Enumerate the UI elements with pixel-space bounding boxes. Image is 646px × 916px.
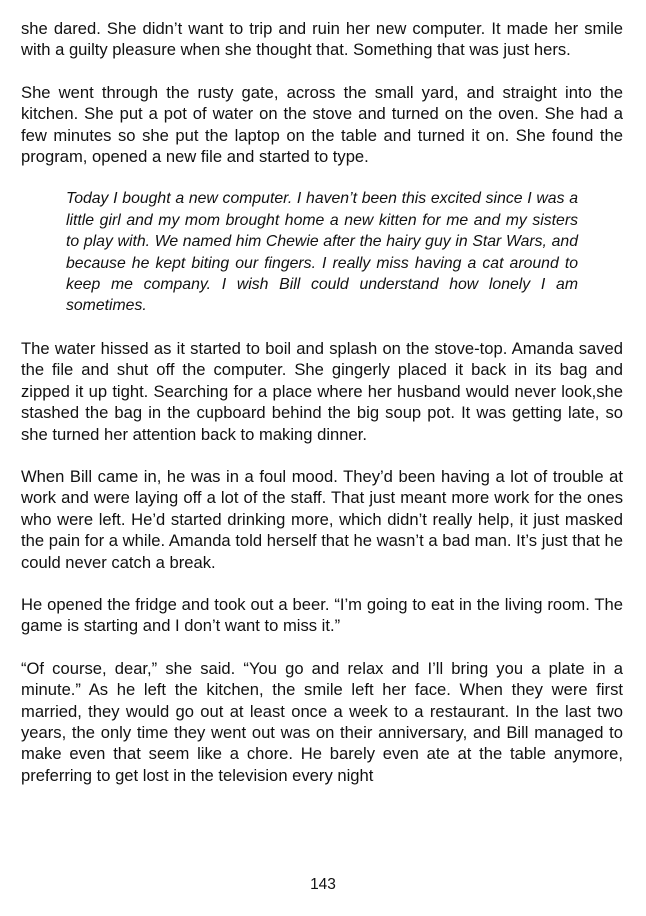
paragraph-6: “Of course, dear,” she said. “You go and relax and I’ll bring you a plate in a minute.” As he left the kitchen, the smile left her face. When they were first married, they would go out at least once a week to a restaurant. In the last two years, the only time they went out was on their anniversary, and Bill managed to make even that seem like a chore. He barely even ate at the table anymore, preferring to get lost in the television every night [21, 658, 623, 785]
paragraph-5: He opened the fridge and took out a beer. “I’m going to eat in the living room. The game is starting and I don’t want to miss it.” [21, 594, 623, 636]
paragraph-1: she dared. She didn’t want to trip and ruin her new computer. It made her smile with a guilty pleasure when she thought that. Something that was just hers. [21, 19, 623, 60]
paragraph-4: When Bill came in, he was in a foul mood. They’d been having a lot of trouble at work and were laying off a lot of the staff. That just meant more work for the ones who were left. He’d started drinking more, which didn’t really help, it just masked the pain for a while. Amanda told herself that he wasn’t a bad man. It’s just that he could never catch a break. [21, 466, 623, 572]
paragraph-3: The water hissed as it started to boil and splash on the stove-top. Amanda saved the file and shut off the computer. She gingerly placed it back in its bag and zipped it up tight. Searching for a place where her husband would never look,she stashed the bag in the cupboard behind the big soup pot. It was getting late, so she turned her attention back to making dinner. [21, 338, 623, 444]
book-page [21, 18, 623, 786]
paragraph-gap [21, 637, 623, 658]
paragraph-2: She went through the rusty gate, across the small yard, and straight into the kitchen. She put a pot of water on the stove and turned on the oven. She had a few minutes so she put the laptop on the table and turned it on. She found the program, opened a new file and started to type. [21, 82, 623, 167]
paragraph-gap [21, 445, 623, 466]
paragraph-gap [21, 317, 623, 338]
paragraph-gap [21, 573, 623, 594]
journal-entry-quote: Today I bought a new computer. I haven’t been this excited since I was a little girl and my mom brought home a new kitten for me and my sisters to play with. We named him Chewie after the hairy guy in Star Wars, and because he kept biting our fingers. I really miss having a cat around to keep me company. I wish Bill could understand how lonely I am sometimes. [66, 190, 578, 315]
paragraph-gap [21, 167, 623, 188]
paragraph-gap [21, 61, 623, 82]
page-number: 143 [310, 876, 336, 893]
